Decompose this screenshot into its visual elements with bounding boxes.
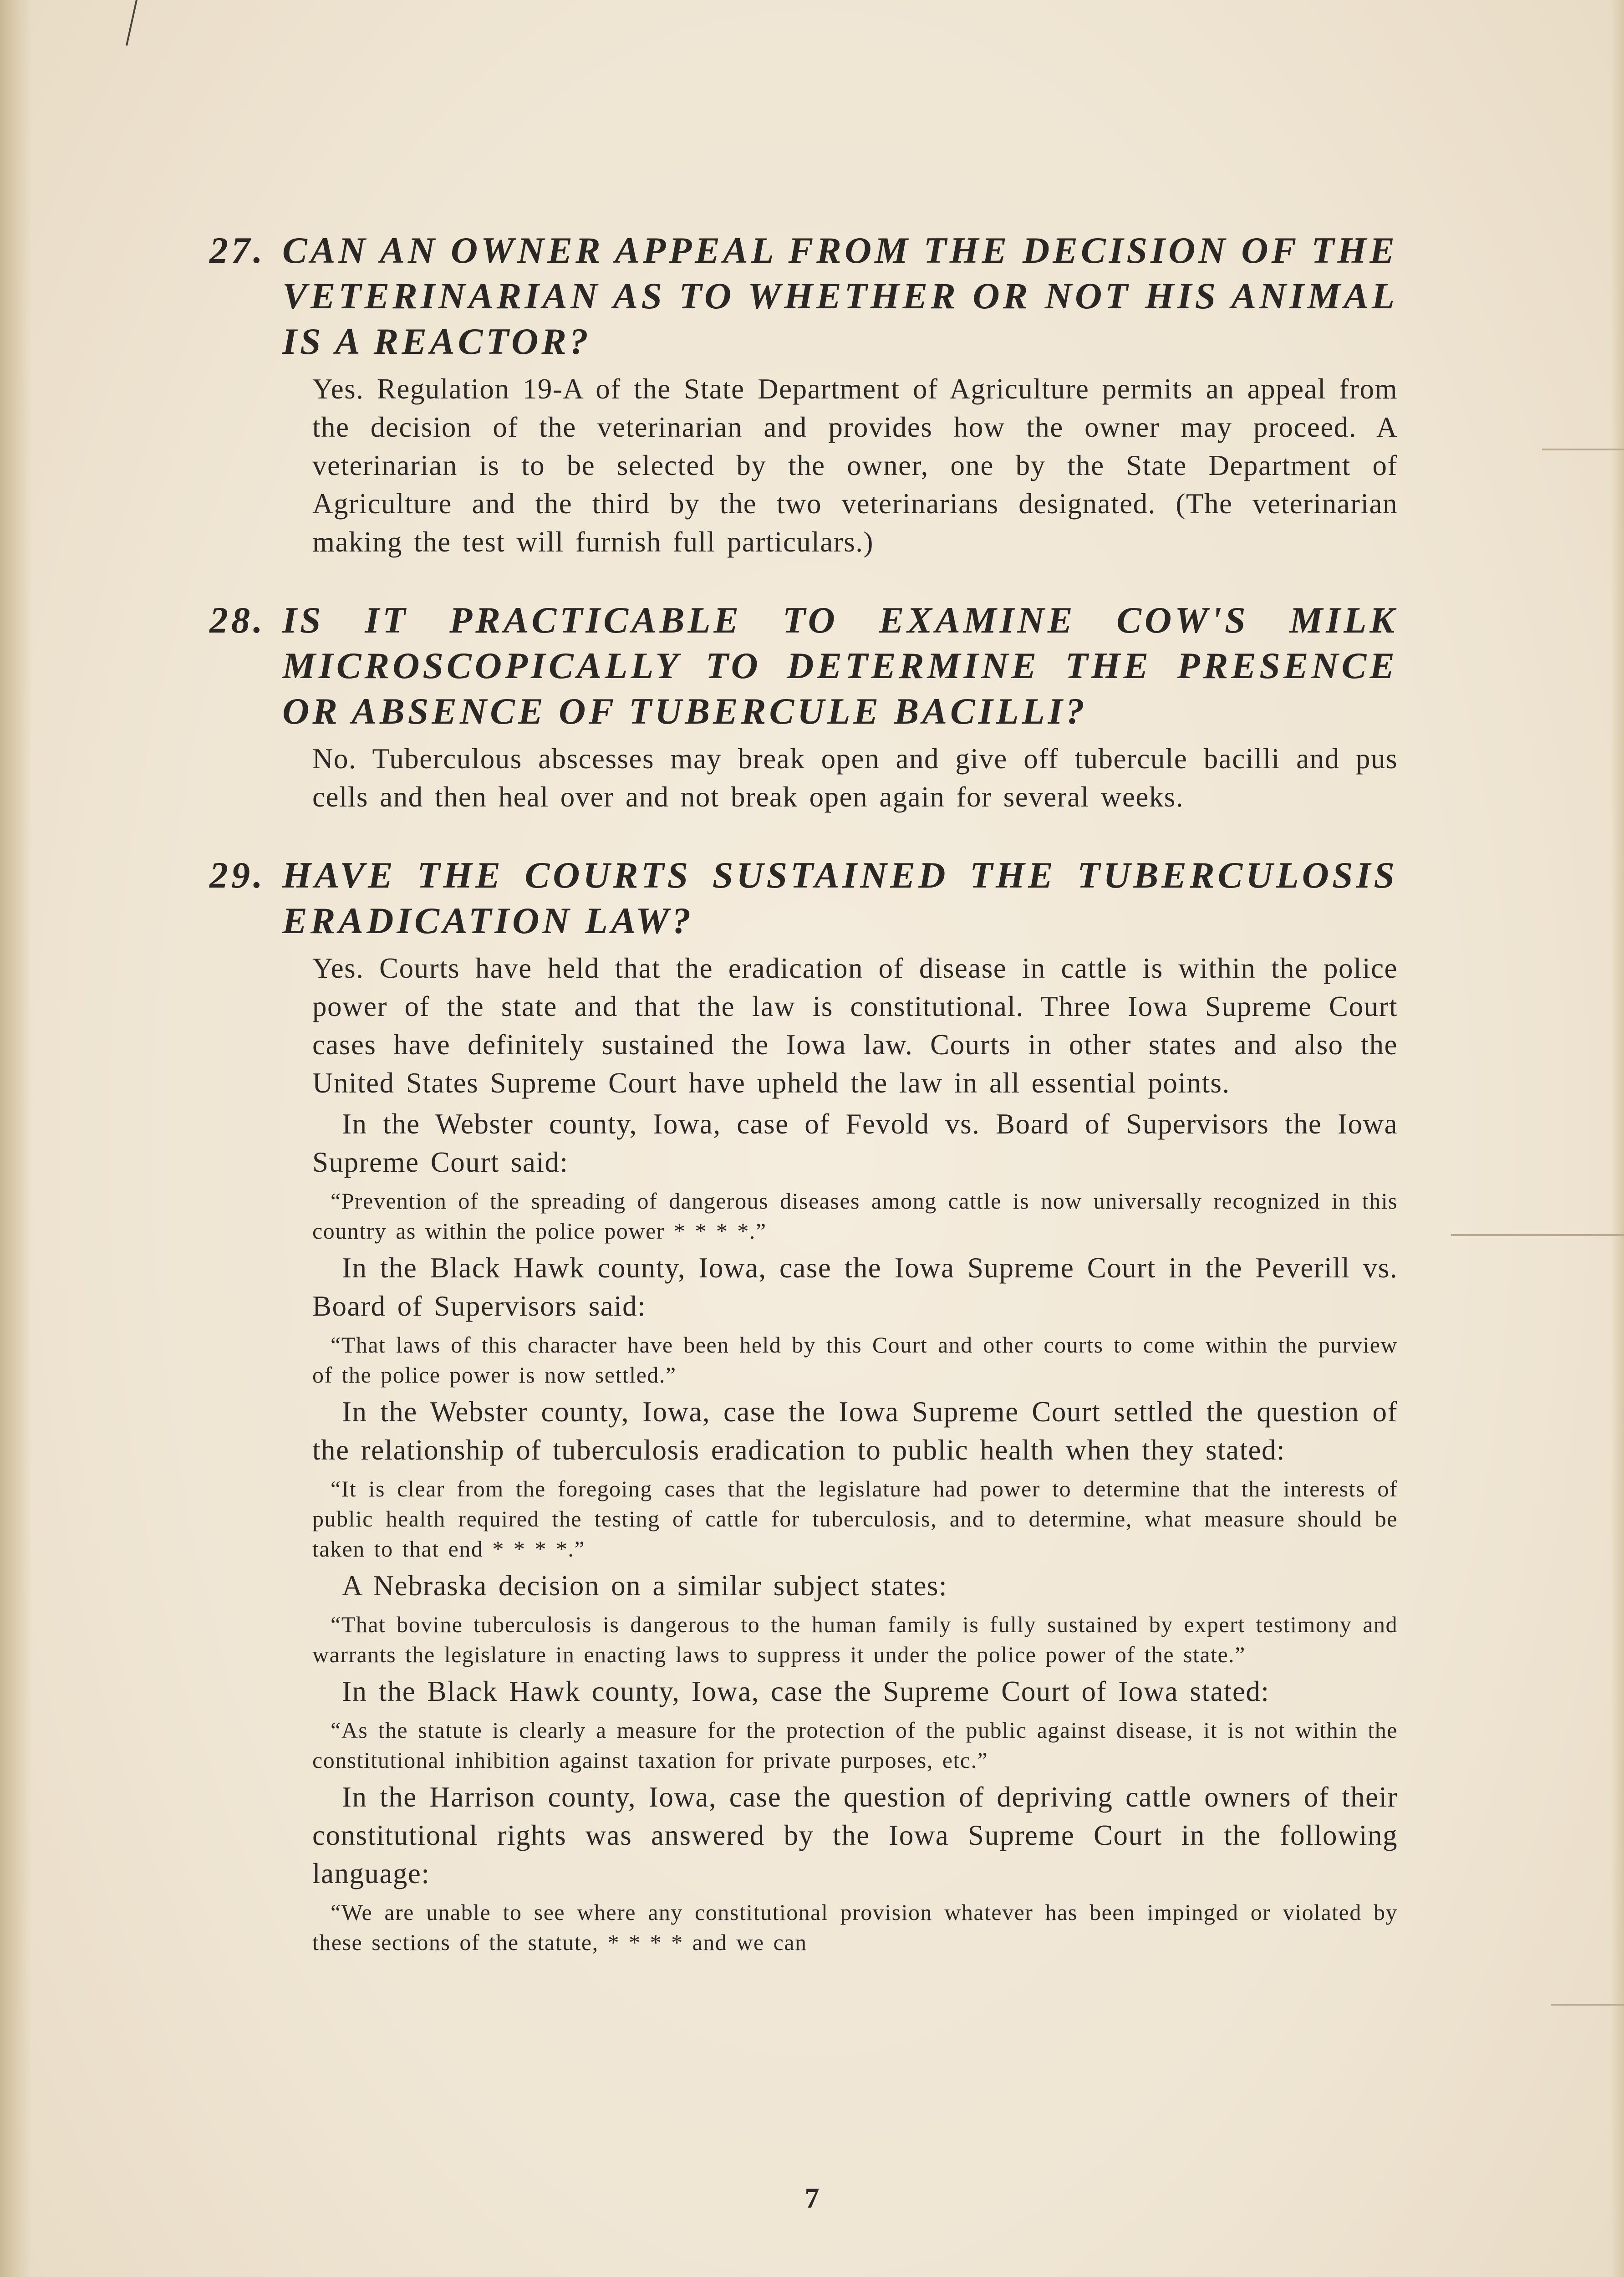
question-number: 28. [209,599,266,641]
court-quote: “As the statute is clearly a measure for the protection of the public against disease, it is not within the constitutional inhibition against taxation for private purposes, etc.” [312,1717,1398,1773]
answer-text: Yes. Regulation 19-A of the State Department of Agriculture permits an appeal from the decision of the veterinarian and provides how the owner may proceed. A veterinarian is to be selected by the owner, one by the State Department of Agriculture and the third by the two veterinarians designated. (The veterinarian making the test will furnish full particulars.) [312,373,1398,558]
body-paragraph: In the Black Hawk county, Iowa, case the Iowa Supreme Court in the Peverill vs. Board of Supervisors said: [312,1252,1398,1322]
answer-text: Yes. Courts have held that the eradication of disease in cattle is within the police power of the state and that the law is constitutional. Three Iowa Supreme Court cases have definitely sustained the Iowa law. Courts in other states and also the United States Supreme Court have upheld the law in all essential points. [312,952,1398,1099]
fold-mark [1551,2004,1624,2006]
court-quote: “It is clear from the foregoing cases that the legislature had power to determine that the interests of public health required the testing of cattle for tuberculosis, and to determine, what measure should be taken to that end * * * *.” [312,1476,1398,1562]
court-quote: “We are unable to see where any constitutional provision whatever has been impinged or violated by these sections of the statute, * * * * and we can [312,1899,1398,1955]
question-title: HAVE THE COURTS SUSTAINED THE TUBERCULOSIS ERADICATION LAW? [282,854,1398,941]
question-29 [209,853,1398,1957]
question-heading [209,597,1398,734]
binding-edge [0,0,32,2277]
document-body [209,228,1398,1994]
question-number: 29. [209,854,266,896]
question-number: 27. [209,230,266,271]
question-heading [209,228,1398,364]
question-28 [209,597,1398,816]
page-number: 7 [804,2182,820,2214]
question-title: IS IT PRACTICABLE TO EXAMINE COW'S MILK MICROSCOPICALLY TO DETERMINE THE PRESENCE OR ABSENCE OF TUBERCULE BACILLI? [282,599,1398,732]
court-quote: “Prevention of the spreading of dangerous diseases among cattle is now universally recognized in this country as within the police power * * * *.” [312,1188,1398,1244]
body-paragraph: A Nebraska decision on a similar subject states: [342,1570,947,1602]
body-paragraph: In the Webster county, Iowa, case of Fevold vs. Board of Supervisors the Iowa Supreme Court said: [312,1108,1398,1178]
body-paragraph: In the Black Hawk county, Iowa, case the Supreme Court of Iowa stated: [342,1675,1270,1707]
fold-mark [1451,1234,1624,1236]
page-right-edge [1610,0,1624,2277]
body-paragraph: In the Webster county, Iowa, case the Iowa Supreme Court settled the question of the relationship of tuberculosis eradication to public health when they stated: [312,1396,1398,1466]
question-heading [209,853,1398,944]
question-title: CAN AN OWNER APPEAL FROM THE DECISION OF THE VETERINARIAN AS TO WHETHER OR NOT HIS ANIMAL IS A REACTOR? [282,230,1398,362]
pencil-mark-icon [123,0,141,50]
court-quote: “That laws of this character have been held by this Court and other courts to come within the purview of the police power is now settled.” [312,1332,1398,1388]
body-paragraph: In the Harrison county, Iowa, case the question of depriving cattle owners of their constitutional rights was answered by the Iowa Supreme Court in the following language: [312,1781,1398,1889]
fold-mark [1542,449,1624,450]
court-quote: “That bovine tuberculosis is dangerous to the human family is fully sustained by expert testimony and warrants the legislature in enacting laws to suppress it under the police power of the state.” [312,1612,1398,1667]
answer-text: No. Tuberculous abscesses may break open and give off tubercule bacilli and pus cells and then heal over and not break open again for several weeks. [312,743,1398,813]
question-27 [209,228,1398,561]
